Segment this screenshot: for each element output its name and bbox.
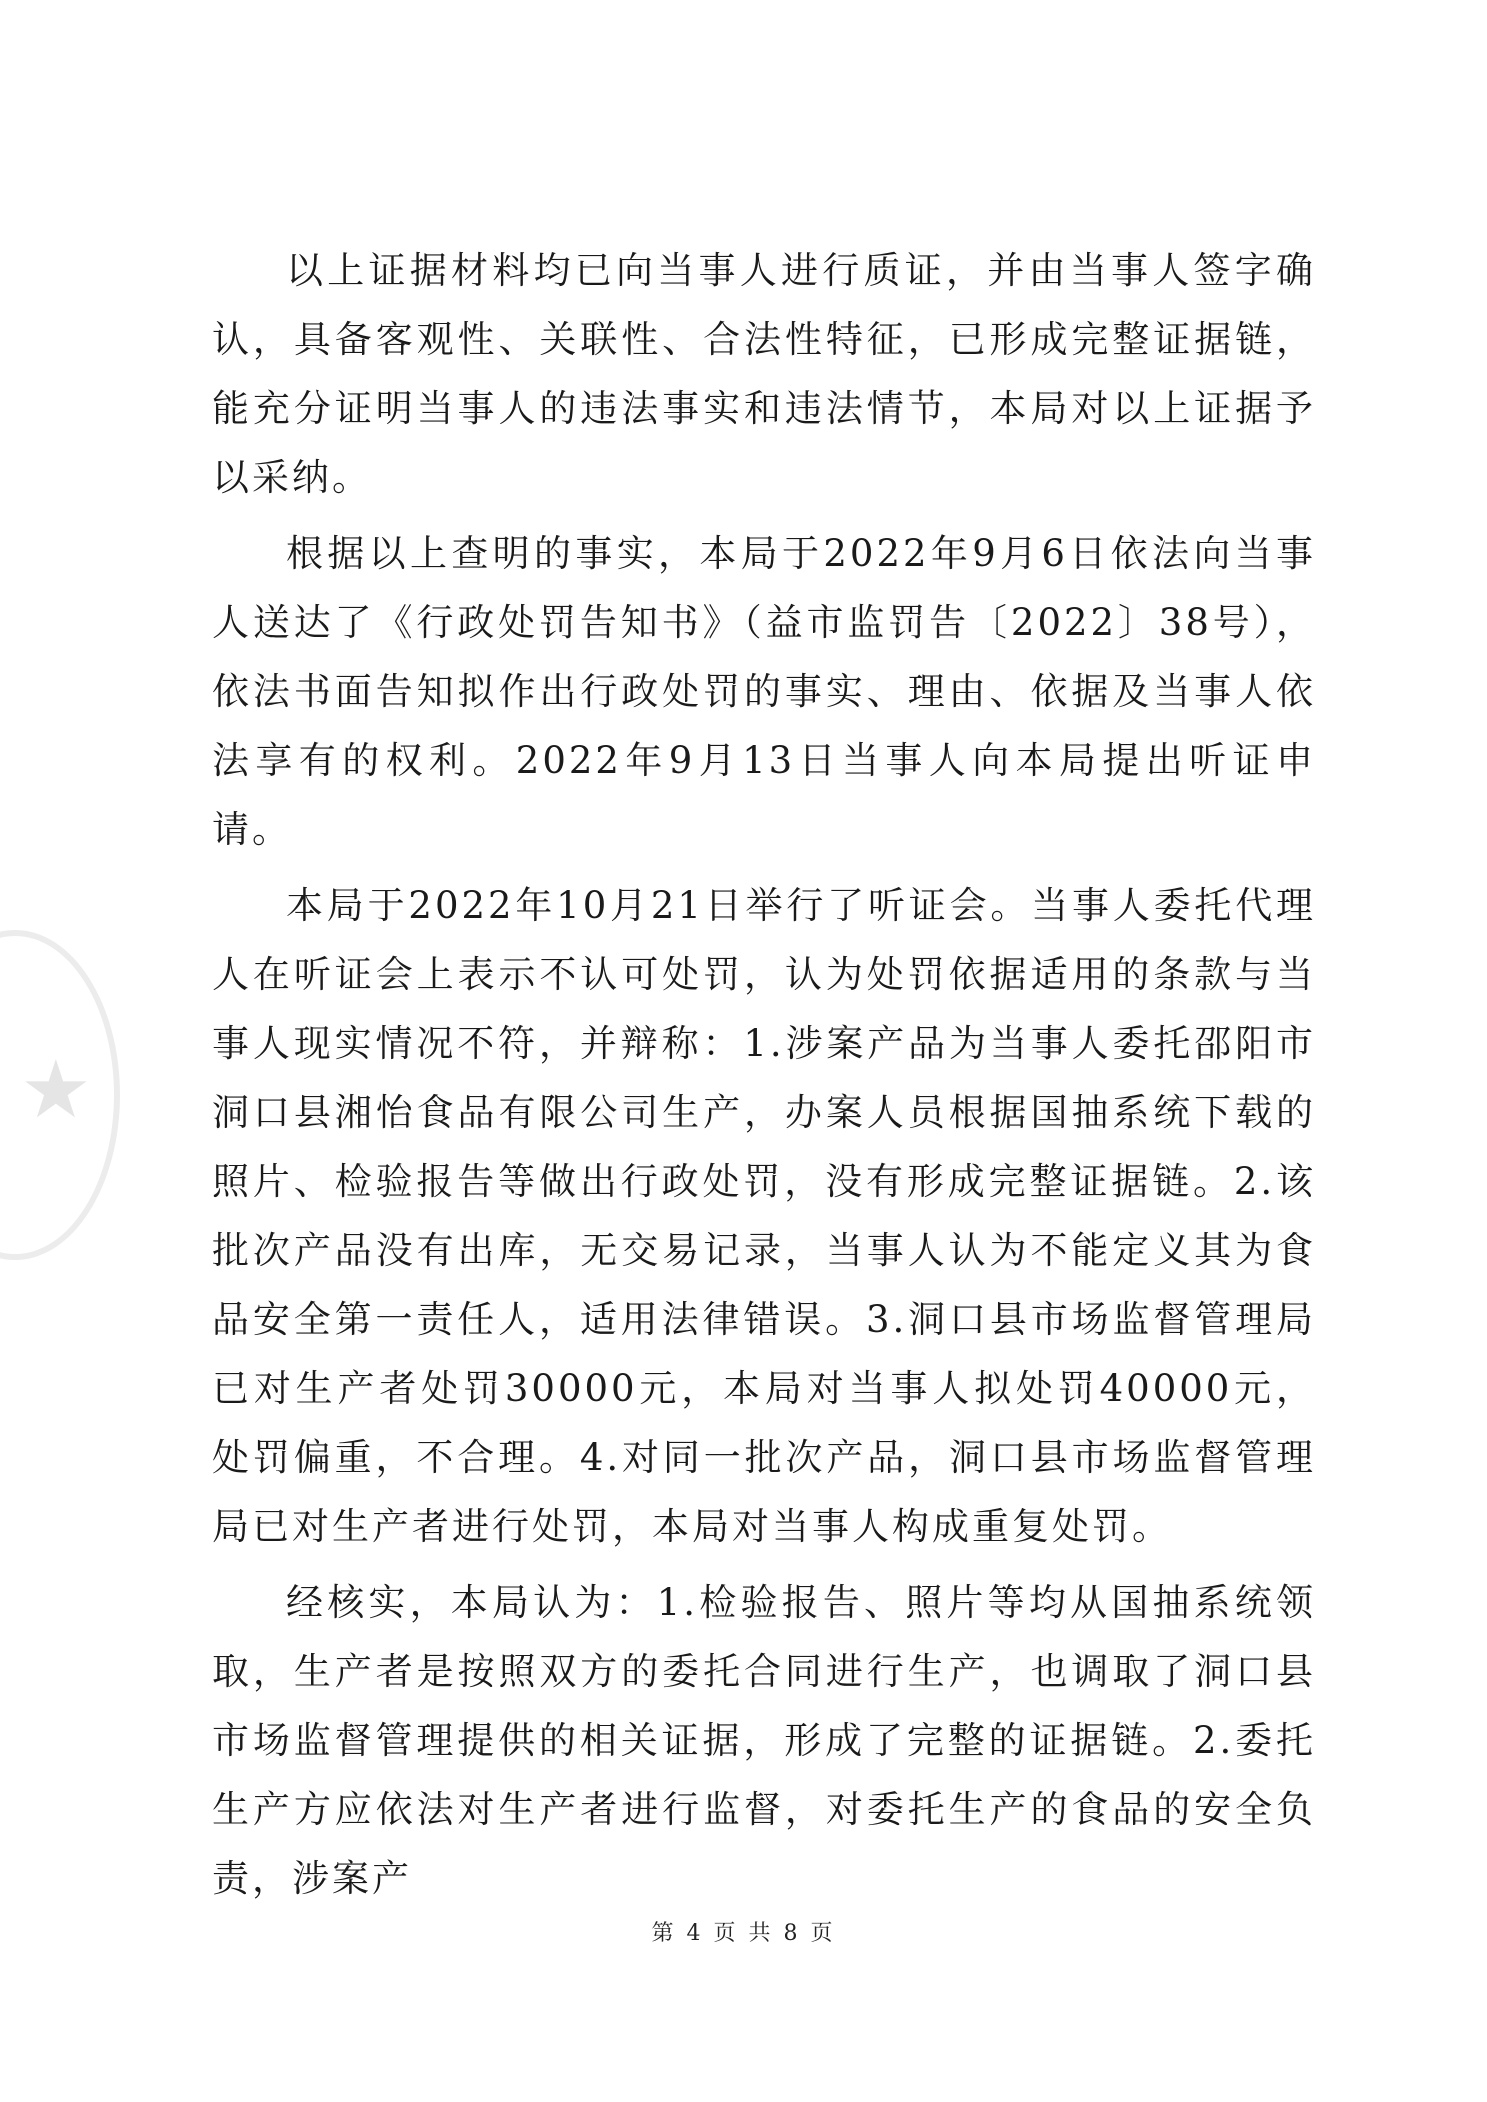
paragraph-notice-served: 根据以上查明的事实，本局于2022年9月6日依法向当事人送达了《行政处罚告知书》（益市监罚告〔2022〕38号），依法书面告知拟作出行政处罚的事实、理由、依据及当事人依法享有的权利。2022年9月13日当事人向本局提出听证申请。 — [212, 532, 1316, 851]
paragraph-evidence-accepted: 以上证据材料均已向当事人进行质证，并由当事人签字确认，具备客观性、关联性、合法性特征，已形成完整证据链，能充分证明当事人的违法事实和违法情节，本局对以上证据予以采纳。 — [212, 249, 1316, 499]
paragraph-hearing-arguments: 本局于2022年10月21日举行了听证会。当事人委托代理人在听证会上表示不认可处罚，认为处罚依据适用的条款与当事人现实情况不符，并辩称：1.涉案产品为当事人委托邵阳市洞口县湘怡食品有限公司生产，办案人员根据国抽系统下载的照片、检验报告等做出行政处罚，没有形成完整证据链。2.该批次产品没有出库，无交易记录，当事人认为不能定义其为食品安全第一责任人，适用法律错误。3.洞口县市场监督管理局已对生产者处罚30000元，本局对当事人拟处罚40000元，处罚偏重，不合理。4.对同一批次产品，洞口县市场监督管理局已对生产者进行处罚，本局对当事人构成重复处罚。 — [212, 884, 1316, 1548]
seal-star-icon: ★ — [20, 1043, 92, 1136]
paragraph-verification-findings: 经核实，本局认为：1.检验报告、照片等均从国抽系统领取，生产者是按照双方的委托合同进行生产，也调取了洞口县市场监督管理提供的相关证据，形成了完整的证据链。2.委托生产方应依法对生产者进行监督，对委托生产的食品的安全负责，涉案产 — [212, 1581, 1316, 1900]
document-body — [212, 236, 1316, 1913]
page-number-footer: 第 4 页 共 8 页 — [651, 1921, 836, 1946]
